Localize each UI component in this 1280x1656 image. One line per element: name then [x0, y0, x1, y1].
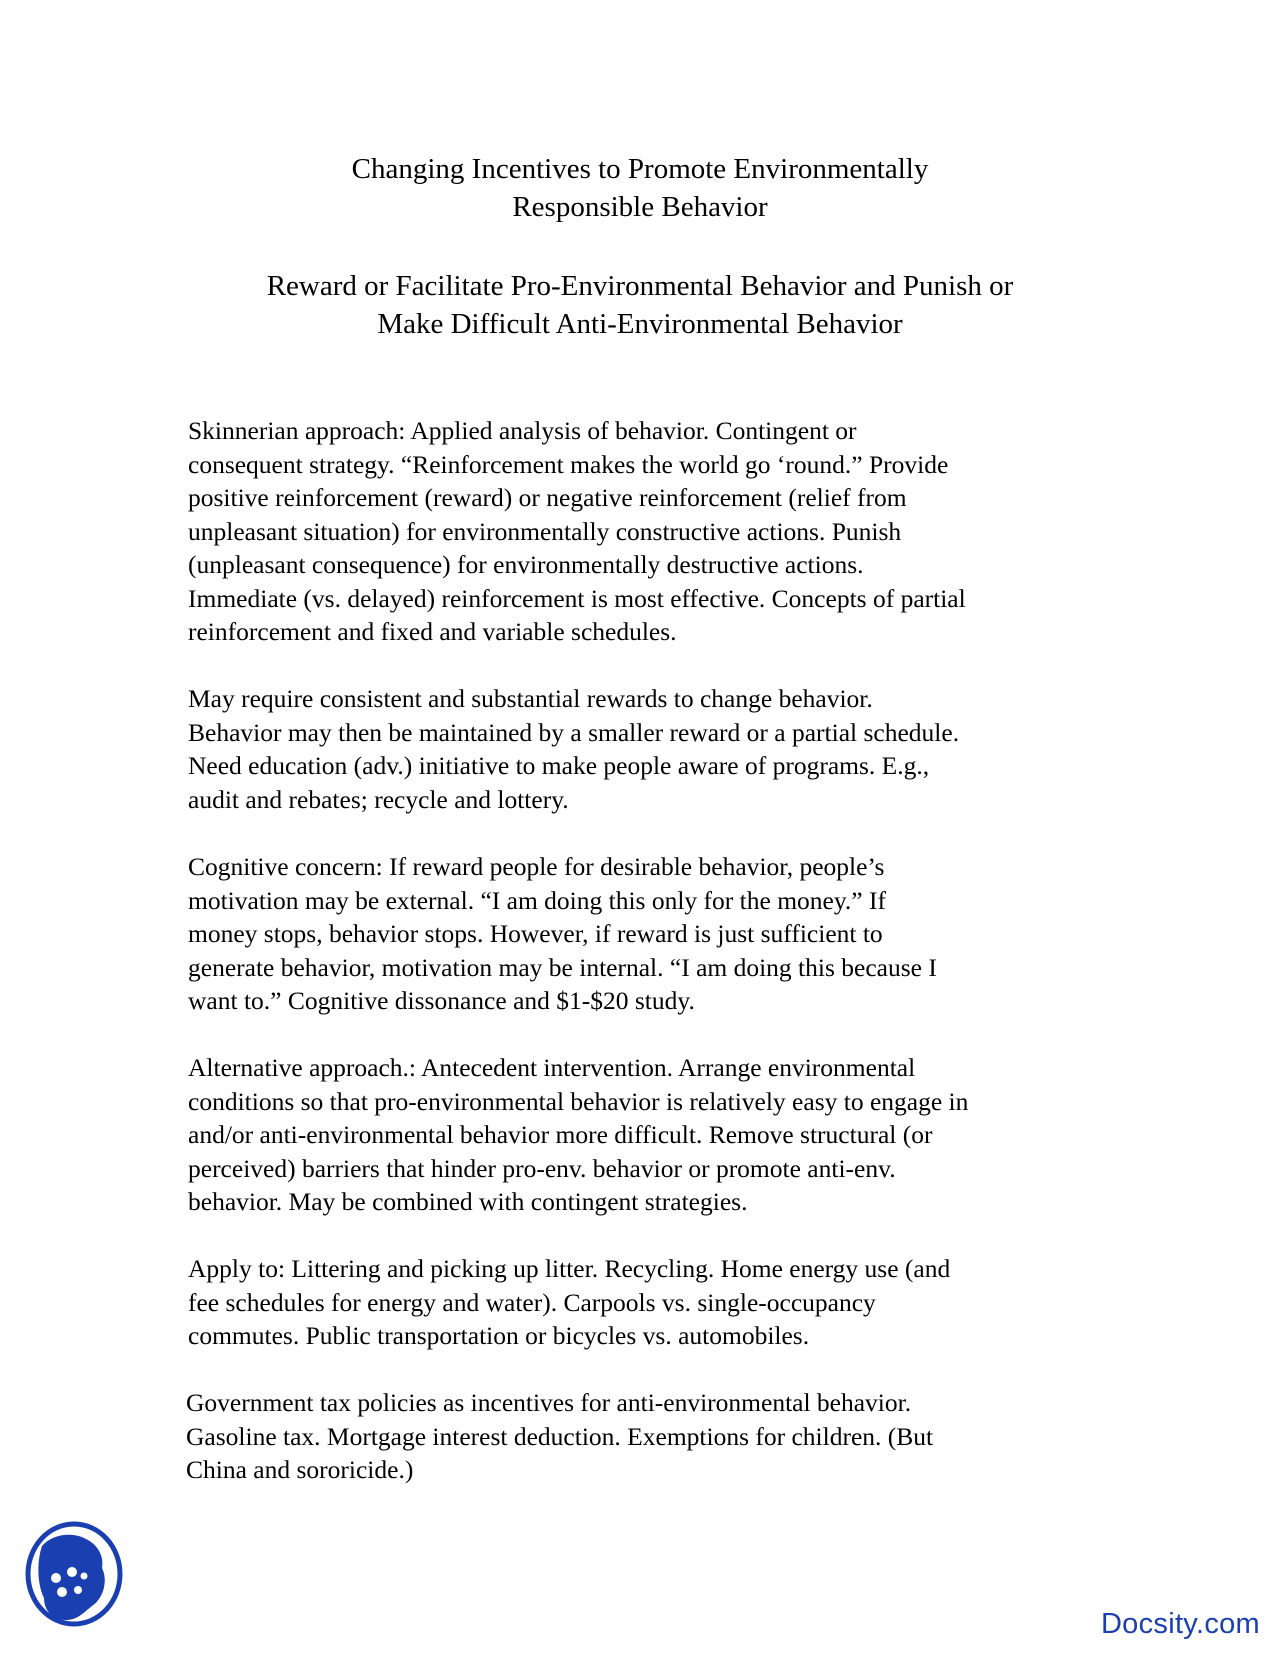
text-line: (unpleasant consequence) for environmentally destructive actions. — [188, 550, 864, 579]
text-line: commutes. Public transportation or bicycles vs. automobiles. — [188, 1321, 810, 1350]
text-line: May require consistent and substantial rewards to change behavior. — [188, 684, 873, 713]
text-line: Behavior may then be maintained by a smaller reward or a partial schedule. — [188, 717, 960, 747]
text-line: Need education (adv.) initiative to make people aware of programs. E.g., — [188, 751, 930, 780]
text-line: unpleasant situation) for environmentally constructive actions. Punish — [188, 516, 902, 546]
title-line: Responsible Behavior — [512, 191, 768, 223]
text-line: Skinnerian approach: Applied analysis of behavior. Contingent or — [188, 416, 857, 445]
text-line: motivation may be external. “I am doing this only for the money.” If — [188, 885, 886, 915]
text-line: Government tax policies as incentives for anti-environmental behavior. — [186, 1388, 912, 1417]
text-line: Cognitive concern: If reward people for desirable behavior, people’s — [188, 852, 885, 881]
text-line: fee schedules for energy and water). Carpools vs. single-occupancy — [188, 1287, 876, 1317]
docsity-brand-link[interactable]: Docsity.com — [1100, 1608, 1260, 1640]
text-line: consequent strategy. “Reinforcement makes the world go ‘round.” Provide — [188, 449, 949, 479]
paragraph-cognitive-concern — [188, 850, 1128, 1018]
text-line: conditions so that pro-environmental behavior is relatively easy to engage in — [188, 1086, 969, 1116]
document-title — [0, 150, 1280, 226]
docsity-logo-icon — [22, 1516, 132, 1636]
text-line: behavior. May be combined with contingent strategies. — [188, 1187, 748, 1216]
text-line: Gasoline tax. Mortgage interest deduction. Exemptions for children. (But — [186, 1421, 934, 1451]
subtitle-line: Reward or Facilitate Pro-Environmental Behavior and Punish or — [266, 270, 1014, 302]
paragraph-rewards — [188, 682, 1128, 816]
text-line: money stops, behavior stops. However, if reward is just sufficient to — [188, 919, 883, 948]
text-line: positive reinforcement (reward) or negative reinforcement (relief from — [188, 483, 907, 512]
text-line: perceived) barriers that hinder pro-env. behavior or promote anti-env. — [188, 1153, 896, 1183]
text-line: Apply to: Littering and picking up litter. Recycling. Home energy use (and — [188, 1254, 951, 1283]
docsity-logo-graphic — [22, 1516, 132, 1636]
text-line: China and sororicide.) — [186, 1455, 414, 1484]
text-line: reinforcement and fixed and variable schedules. — [188, 617, 677, 646]
title-line: Changing Incentives to Promote Environmentally — [351, 153, 929, 185]
text-line: generate behavior, motivation may be internal. “I am doing this because I — [188, 952, 937, 982]
text-line: want to.” Cognitive dissonance and $1-$20 study. — [188, 986, 695, 1015]
paragraph-government-tax — [186, 1386, 1126, 1487]
subtitle-line: Make Difficult Anti-Environmental Behavior — [377, 308, 903, 340]
text-line: Immediate (vs. delayed) reinforcement is most effective. Concepts of partial — [188, 583, 966, 613]
text-line: Alternative approach.: Antecedent intervention. Arrange environmental — [188, 1053, 916, 1082]
text-line: audit and rebates; recycle and lottery. — [188, 784, 569, 814]
paragraph-skinnerian-approach — [188, 414, 1128, 649]
paragraph-alternative-approach — [188, 1051, 1128, 1219]
text-line: and/or anti-environmental behavior more difficult. Remove structural (or — [188, 1120, 933, 1149]
document-subtitle — [0, 267, 1280, 343]
paragraph-apply-to — [188, 1252, 1128, 1353]
